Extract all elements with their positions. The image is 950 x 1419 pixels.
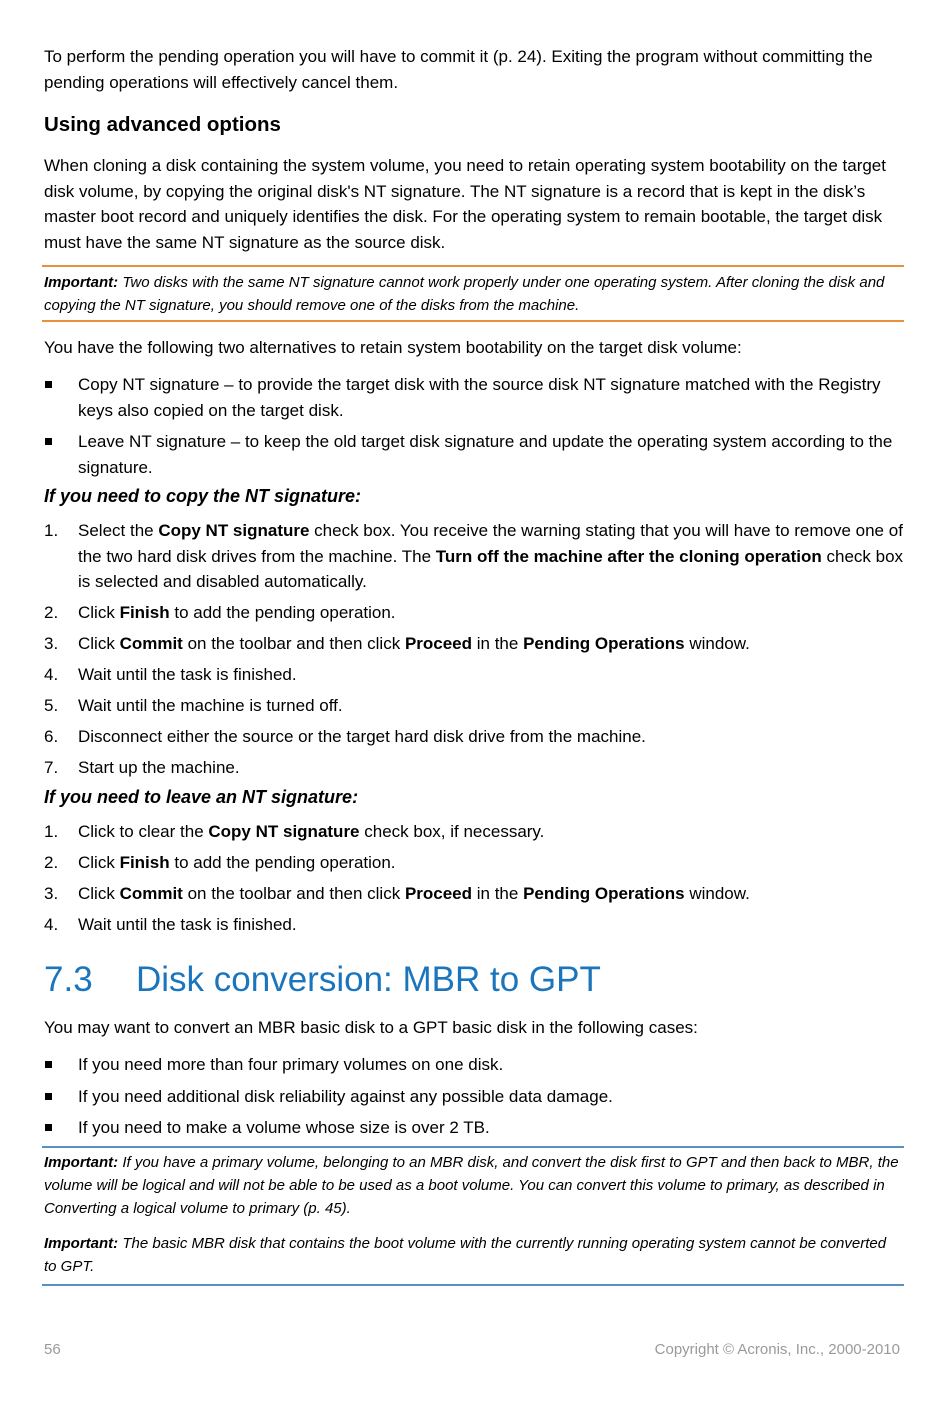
copy-nt-signature-heading: If you need to copy the NT signature: <box>44 486 362 506</box>
ui-term: Finish <box>119 603 170 622</box>
important-note-nt-signature <box>42 265 904 322</box>
step-number: 4. <box>44 915 59 934</box>
ui-term: Proceed <box>404 634 473 653</box>
step-text-run: on the toolbar and then click <box>182 884 405 903</box>
step-text <box>78 634 750 653</box>
copy-steps-list <box>44 518 904 786</box>
step-text <box>78 758 240 777</box>
step-text-run: Click <box>78 634 120 653</box>
list-item: If you need to make a volume whose size is over 2 TB. <box>44 1115 904 1141</box>
step-text-run: Wait until the task is finished. <box>78 665 297 684</box>
ui-term: Finish <box>119 853 170 872</box>
important-note-boot-volume <box>44 1232 902 1278</box>
note-label: Important: <box>44 1154 119 1171</box>
step-item <box>44 600 904 626</box>
ui-term: Pending Operations <box>523 634 685 653</box>
note-label: Important: <box>44 1235 119 1252</box>
section-number: 7.3 <box>44 960 93 999</box>
step-number: 2. <box>44 603 59 622</box>
step-text-run: Disconnect either the source or the target hard disk drive from the machine. <box>78 727 646 746</box>
ui-term: Copy NT signature <box>208 822 360 841</box>
square-bullet-icon <box>45 1061 52 1068</box>
step-number: 5. <box>44 696 59 715</box>
step-text <box>78 521 903 591</box>
step-text-run: in the <box>472 634 524 653</box>
step-text-run: in the <box>472 884 524 903</box>
ui-term: Commit <box>119 634 183 653</box>
step-number: 1. <box>44 521 59 540</box>
step-text <box>78 884 750 903</box>
ui-term: Pending Operations <box>523 884 685 903</box>
ui-term: Proceed <box>404 884 473 903</box>
page-number: 56 <box>44 1341 61 1358</box>
step-item <box>44 631 904 657</box>
step-text-run: Start up the machine. <box>78 758 240 777</box>
step-text-run: Select the <box>78 521 159 540</box>
step-number: 6. <box>44 727 59 746</box>
step-text-run: to add the pending operation. <box>169 853 396 872</box>
ui-term: Turn off the machine after the cloning operation <box>435 546 822 566</box>
step-item <box>44 755 904 781</box>
step-text <box>78 665 297 684</box>
important-note-logical-volume <box>44 1151 902 1220</box>
step-text <box>78 853 396 872</box>
step-text-run: Click <box>78 853 120 872</box>
step-item <box>44 662 904 688</box>
leave-nt-signature-heading: If you need to leave an NT signature: <box>44 787 359 807</box>
step-number: 3. <box>44 884 59 903</box>
step-text <box>78 727 646 746</box>
step-text <box>78 603 396 622</box>
section-title: Disk conversion: MBR to GPT <box>136 960 601 999</box>
list-item: If you need additional disk reliability against any possible data damage. <box>44 1084 904 1110</box>
step-text-run: Click <box>78 884 120 903</box>
step-text <box>78 822 544 841</box>
step-text-run: check box. You receive the warning stating that you will have to remove one of the two hard disk drives from the machine. The <box>78 521 903 566</box>
square-bullet-icon <box>45 1124 52 1131</box>
square-bullet-icon <box>45 438 52 445</box>
step-text-run: check box, if necessary. <box>359 822 545 841</box>
step-number: 3. <box>44 634 59 653</box>
step-text-run: Wait until the machine is turned off. <box>78 696 343 715</box>
step-text-run: to add the pending operation. <box>169 603 396 622</box>
square-bullet-icon <box>45 381 52 388</box>
step-item <box>44 850 904 876</box>
step-text-run: Wait until the task is finished. <box>78 915 297 934</box>
step-number: 1. <box>44 822 59 841</box>
section-heading <box>44 960 601 1000</box>
ui-term: Commit <box>119 884 183 903</box>
square-bullet-icon <box>45 1093 52 1100</box>
intro-paragraph: To perform the pending operation you will have to commit it (p. 24). Exiting the program without committing the pending operations will effectively cancel them. <box>44 47 873 92</box>
step-number: 7. <box>44 758 59 777</box>
step-number: 4. <box>44 665 59 684</box>
step-item <box>44 518 904 595</box>
step-text-run: window. <box>684 884 750 903</box>
step-item <box>44 881 904 907</box>
alternatives-intro: You have the following two alternatives to retain system bootability on the target disk volume: <box>44 338 742 357</box>
step-item <box>44 693 904 719</box>
copyright-notice: Copyright © Acronis, Inc., 2000-2010 <box>654 1341 900 1358</box>
step-text-run: window. <box>684 634 750 653</box>
note-text: If you have a primary volume, belonging to an MBR disk, and convert the disk first to GPT and then back to MBR, the volume will be logical and will not be able to be used as a boot volume. You can convert this volume to primary, as described in Converting a logical volume to primary (p. 45). <box>44 1154 899 1217</box>
step-text-run: Click <box>78 603 120 622</box>
step-text-run: on the toolbar and then click <box>182 634 405 653</box>
step-item <box>44 819 904 845</box>
step-text-run: check box is selected and disabled automatically. <box>78 546 904 591</box>
advanced-options-paragraph: When cloning a disk containing the system volume, you need to retain operating system bootability on the target disk volume, by copying the original disk's NT signature. The NT signature is a record that is kept in the disk’s master boot record and uniquely identifies the disk. For the operating system to remain bootable, the target disk must have the same NT signature as the source disk. <box>44 156 886 252</box>
list-item: Leave NT signature – to keep the old target disk signature and update the operating system according to the signature. <box>44 429 904 480</box>
list-item: If you need more than four primary volumes on one disk. <box>44 1052 904 1078</box>
leave-steps-list <box>44 819 904 943</box>
note-label: Important: <box>44 274 119 291</box>
step-text-run: Click to clear the <box>78 822 209 841</box>
step-number: 2. <box>44 853 59 872</box>
step-text <box>78 915 297 934</box>
list-item: Copy NT signature – to provide the target disk with the source disk NT signature matched with the Registry keys also copied on the target disk. <box>44 372 904 423</box>
important-notes-conversion <box>42 1146 904 1286</box>
step-text <box>78 696 343 715</box>
conversion-cases-list <box>44 1052 904 1147</box>
advanced-options-heading: Using advanced options <box>44 113 281 136</box>
note-text: Two disks with the same NT signature cannot work properly under one operating system. After cloning the disk and copying the NT signature, you should remove one of the disks from the machine. <box>44 274 885 314</box>
conversion-intro: You may want to convert an MBR basic disk to a GPT basic disk in the following cases: <box>44 1018 698 1037</box>
step-item <box>44 724 904 750</box>
note-text: The basic MBR disk that contains the boot volume with the currently running operating system cannot be converted to GPT. <box>44 1235 887 1275</box>
ui-term: Copy NT signature <box>158 521 310 540</box>
step-item <box>44 912 904 938</box>
alternatives-list <box>44 372 904 486</box>
